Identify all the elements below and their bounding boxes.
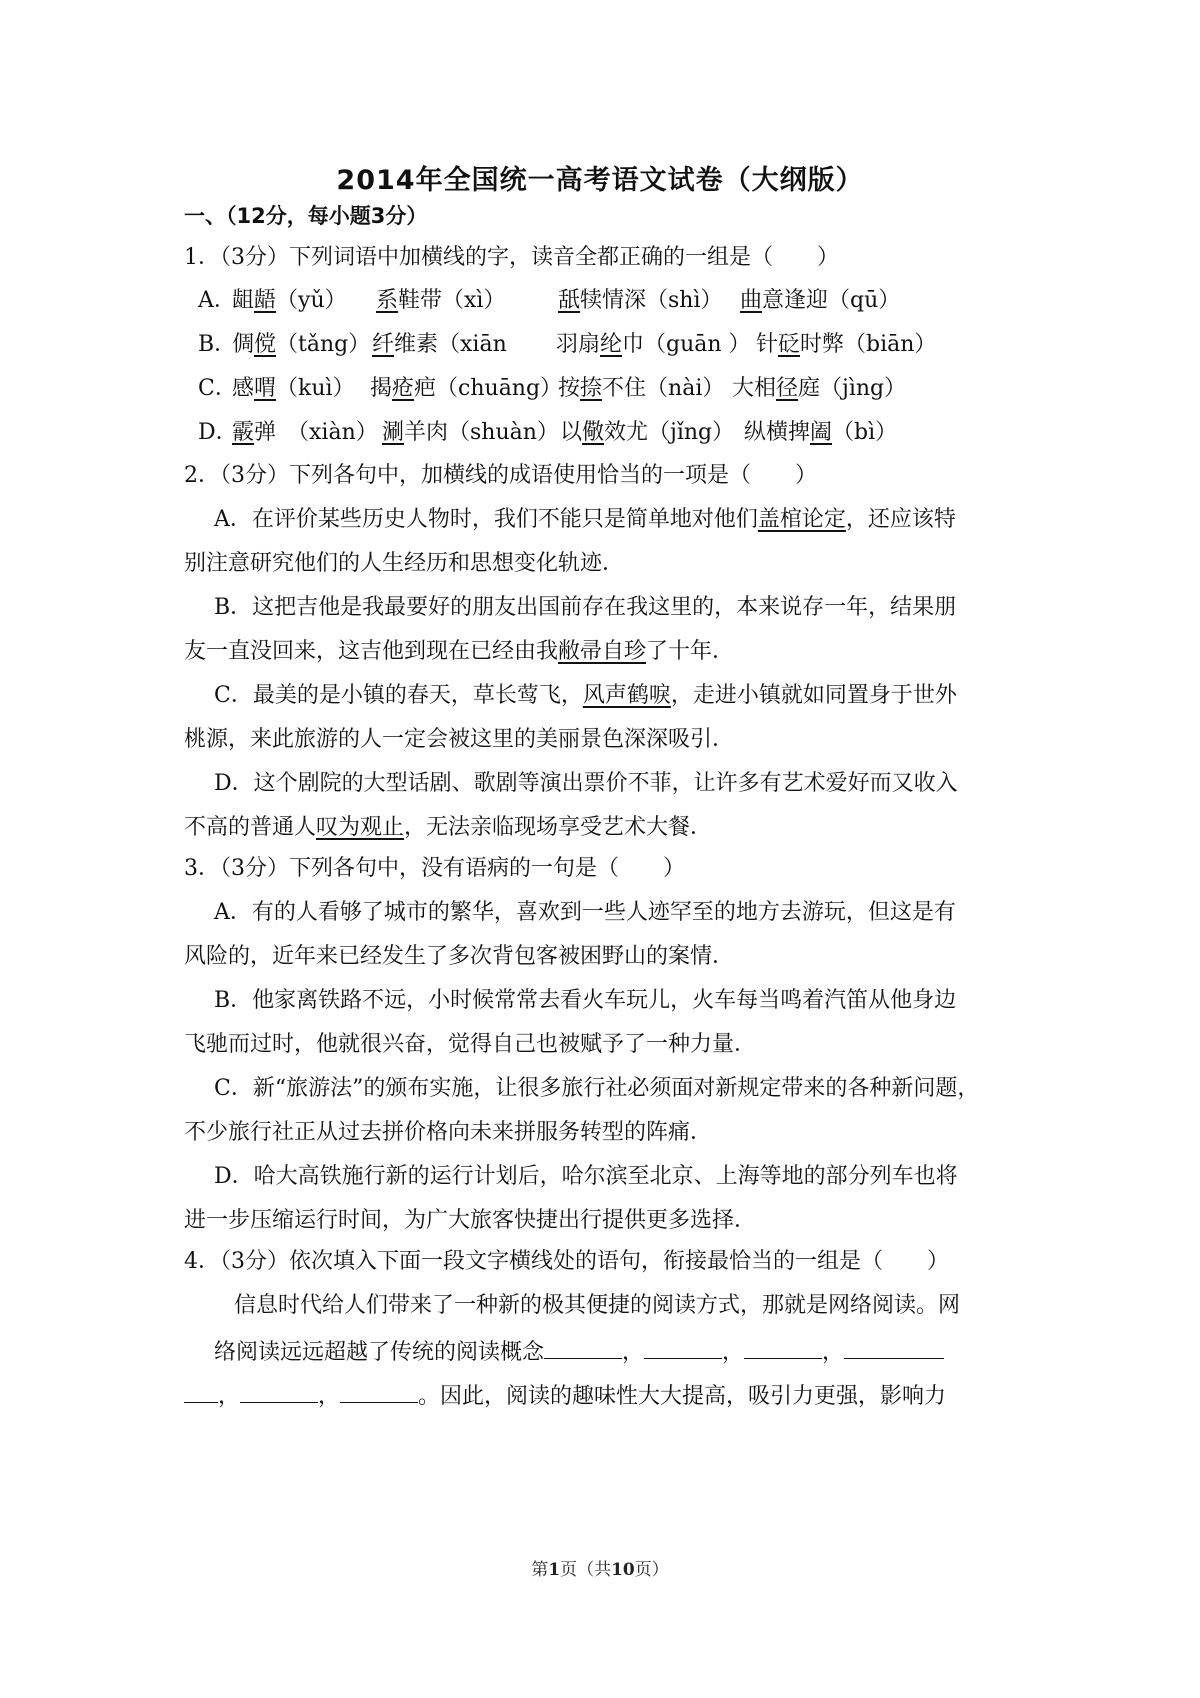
q4-passage-line-1: 信息时代给人们带来了一种新的极其便捷的阅读方式，那就是网络阅读。网 (234, 1293, 961, 1318)
fill-blank (644, 1334, 722, 1359)
q3-option-b-cont: 飞驰而过时，他就很兴奋，觉得自己也被赋予了一种力量． (184, 1032, 757, 1057)
option-word: 以儆效尤（jǐng） (560, 420, 735, 445)
option-label: C． (198, 376, 237, 401)
q2-option-d-cont: 不高的普通人叹为观止，无法亲临现场享受艺术大餐． (184, 815, 713, 840)
option-word: 倜傥（tǎng） (232, 332, 371, 357)
option-word: 舐犊情深（shì） (558, 288, 723, 313)
option-word: 涮羊肉（shuàn） (382, 420, 559, 445)
q3-option-d: D．哈大高铁施行新的运行计划后，哈尔滨至北京、上海等地的部分列车也将 (214, 1164, 958, 1189)
q2-option-b: B．这把吉他是我最要好的朋友出国前存在我这里的，本来说存一年，结果朋 (214, 595, 957, 620)
fill-blank (184, 1378, 218, 1403)
question-3-stem: 3．（3分）下列各句中，没有语病的一句是（ ） (184, 856, 685, 881)
q2-option-c: C．最美的是小镇的春天，草长莺飞，风声鹤唳，走进小镇就如同置身于世外 (214, 683, 957, 708)
option-word: 揭疮疤（chuāng） (370, 376, 563, 401)
q3-option-a: A．有的人看够了城市的繁华，喜欢到一些人迹罕至的地方去游玩，但这是有 (214, 900, 956, 925)
option-word: 龃龉（yǔ） (232, 288, 347, 313)
q3-option-b: B．他家离铁路不远，小时候常常去看火车玩儿，火车每当鸣着汽笛从他身边 (214, 988, 957, 1013)
question-4-stem: 4．（3分）依次填入下面一段文字横线处的语句，衔接最恰当的一组是（ ） (184, 1249, 949, 1274)
option-label: B． (198, 332, 237, 357)
q2-option-b-cont: 友一直没回来，这吉他到现在已经由我敝帚自珍了十年． (184, 639, 735, 664)
q2-option-a: A．在评价某些历史人物时，我们不能只是简单地对他们盖棺论定，还应该特 (214, 507, 956, 532)
option-word: 感喟（kuì） (232, 376, 355, 401)
option-word: 曲意逢迎（qū） (740, 288, 901, 313)
fill-blank (544, 1334, 622, 1359)
question-2-stem: 2．（3分）下列各句中，加横线的成语使用恰当的一项是（ ） (184, 463, 817, 488)
q3-option-a-cont: 风险的，近年来已经发生了多次背包客被困野山的案情． (184, 944, 735, 969)
option-word: 纵横捭阖（bì） (744, 420, 898, 445)
option-word: 霰弹 （xiàn） (232, 420, 378, 445)
option-word: 纤维素（xiān (372, 332, 507, 357)
option-label: A． (198, 288, 236, 313)
option-word: 大相径庭（jìng） (732, 376, 907, 401)
option-label: D． (198, 420, 238, 445)
fill-blank (240, 1378, 318, 1403)
option-word: 羽扇纶巾（guān ） (556, 332, 751, 357)
question-1-stem: 1．（3分）下列词语中加横线的字，读音全都正确的一组是（ ） (184, 245, 839, 270)
option-word: 系鞋带（xì） (376, 288, 506, 313)
page-footer: 第1页（共10页） (531, 1560, 669, 1580)
fill-blank (744, 1334, 822, 1359)
q2-option-d: D．这个剧院的大型话剧、歌剧等演出票价不菲，让许多有艺术爱好而又收入 (214, 771, 958, 796)
option-word: 按捺不住（nài） (558, 376, 725, 401)
q3-option-c-cont: 不少旅行社正从过去拼价格向未来拼服务转型的阵痛． (184, 1120, 713, 1145)
fill-blank (340, 1378, 418, 1403)
section-heading: 一、（12分，每小题3分） (184, 204, 428, 228)
q3-option-d-cont: 进一步压缩运行时间，为广大旅客快捷出行提供更多选择． (184, 1208, 757, 1233)
page-title: 2014年全国统一高考语文试卷（大纲版） (336, 165, 864, 196)
fill-blank (844, 1334, 944, 1359)
q2-option-a-cont: 别注意研究他们的人生经历和思想变化轨迹． (184, 551, 625, 576)
q4-passage-line-3: ， ， 。因此，阅读的趣味性大大提高，吸引力更强，影响力 (184, 1378, 1024, 1413)
option-word: 针砭时弊（biān） (756, 332, 937, 357)
q3-option-c: C．新“旅游法”的颁布实施，让很多旅行社必须面对新规定带来的各种新问题， (214, 1076, 980, 1101)
q4-passage-line-2: 络阅读远远超越了传统的阅读概念 ， ， ， (214, 1334, 1054, 1369)
q2-option-c-cont: 桃源，来此旅游的人一定会被这里的美丽景色深深吸引． (184, 727, 735, 752)
